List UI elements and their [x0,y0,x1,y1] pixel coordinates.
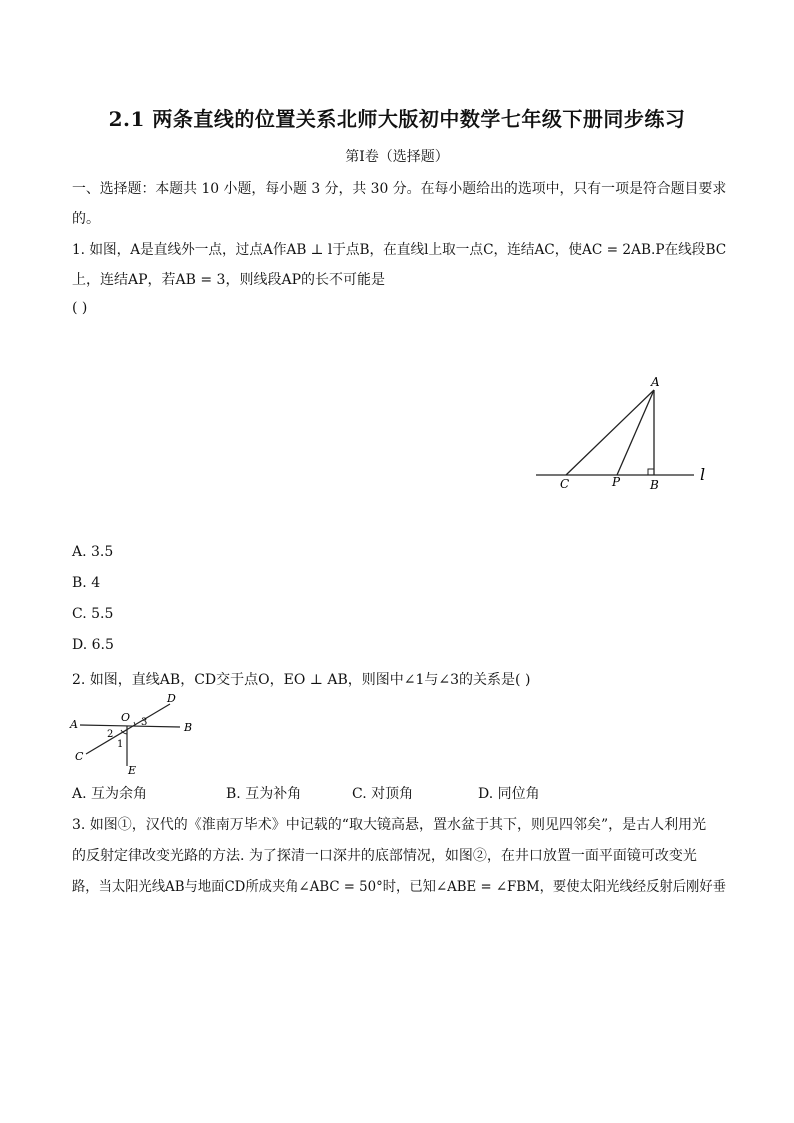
label-b: B [650,478,659,492]
q2-option-d[interactable]: D. 同位角 [478,786,540,802]
q2-text-line-1: 2. 如图，直线AB，CD交于点O，EO ⊥ AB，则图中∠1与∠3的关系是( ) [72,672,531,688]
label-e: E [128,764,137,777]
label-a: A [651,375,660,389]
label-d: D [167,692,176,705]
q1-option-a[interactable]: A. 3.5 [72,544,114,560]
segment-ac [566,390,654,475]
q1-option-c[interactable]: C. 5.5 [72,606,114,622]
q3-text-line-1: 3. 如图①，汉代的《淮南万毕术》中记载的“取大镜高悬，置水盆于其下，则见四邻矣”，是古人利用光 [72,817,707,833]
label-b: B [184,721,193,734]
q2-figure [66,690,200,778]
q2-option-c[interactable]: C. 对顶角 [352,786,414,802]
section-title: 第I卷（选择题） [345,149,449,165]
label-angle-1: 1 [117,739,124,750]
q2-option-a[interactable]: A. 互为余角 [72,786,148,802]
q1-option-b[interactable]: B. 4 [72,575,101,591]
q1-answer-blank: ( ) [72,300,88,316]
right-angle-mark [648,469,654,475]
label-angle-3: 3 [141,717,148,728]
instructions-line-2: 的。 [72,211,100,227]
q2-option-b[interactable]: B. 互为补角 [226,786,302,802]
page-title: 2.1 两条直线的位置关系北师大版初中数学七年级下册同步练习 [108,107,686,131]
instructions-line-1: 一、选择题：本题共 10 小题，每小题 3 分，共 30 分。在每小题给出的选项中，只有一项是符合题目要求 [72,181,727,197]
segment-ap [617,390,654,475]
q3-text-line-3: 路，当太阳光线AB与地面CD所成夹角∠ABC = 50°时，已知∠ABE = ∠FBM，要使太阳光线经反射后刚好垂 [72,879,726,895]
label-l: l [700,465,706,484]
q1-text-line-1: 1. 如图，A是直线外一点，过点A作AB ⊥ l于点B，在直线l上取一点C，连结AC，使AC = 2AB.P在线段BC [72,242,727,258]
label-o: O [121,711,131,724]
line-ab [80,725,180,727]
label-c: C [75,750,84,763]
q1-option-d[interactable]: D. 6.5 [72,637,114,653]
label-c: C [560,477,570,491]
q1-figure [530,372,720,494]
label-angle-2: 2 [107,729,114,740]
label-a: A [70,718,78,731]
label-p: P [612,475,621,489]
q3-text-line-2: 的反射定律改变光路的方法. 为了探清一口深井的底部情况，如图②，在井口放置一面平面镜可改变光 [72,848,697,864]
q1-text-line-2: 上，连结AP，若AB = 3，则线段AP的长不可能是 [72,272,385,288]
